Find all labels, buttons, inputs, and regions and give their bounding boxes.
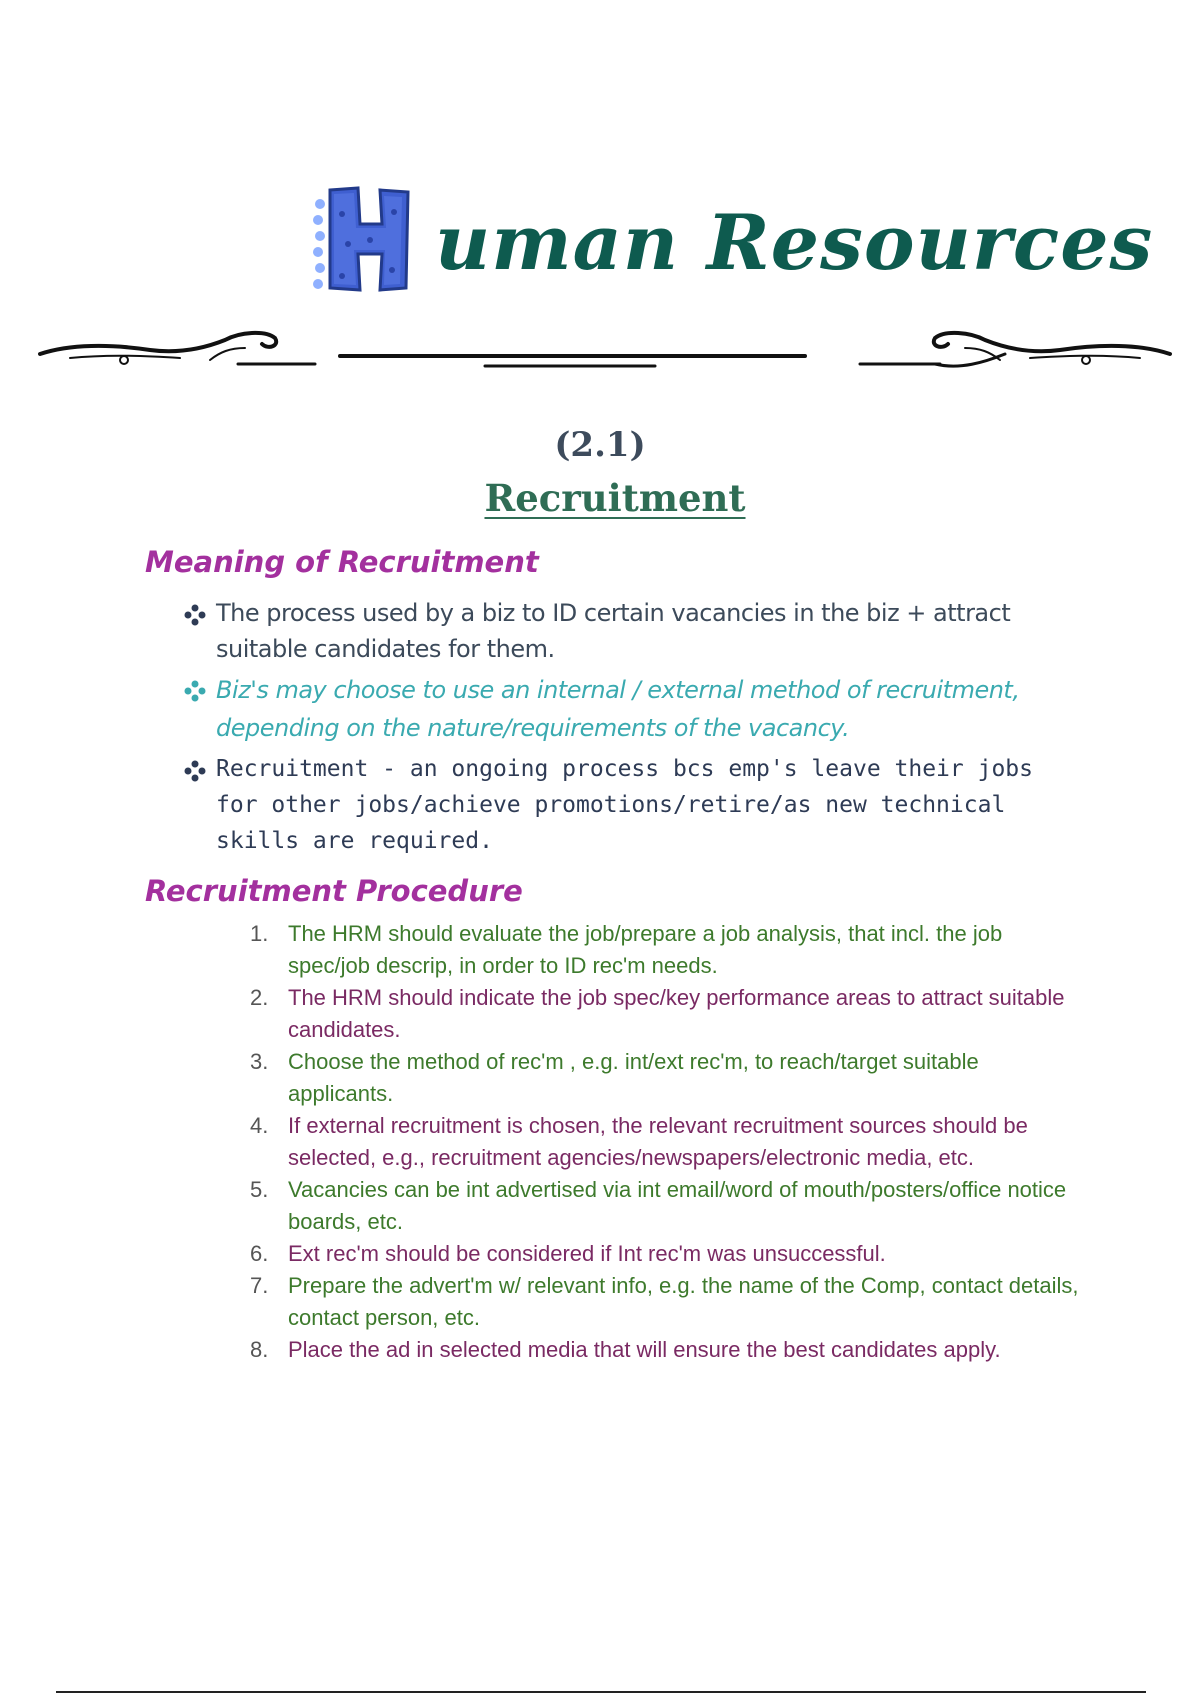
step-text: Vacancies can be int advertised via int email/word of mouth/posters/office notice boards, etc. — [288, 1177, 1067, 1234]
list-item — [180, 671, 1080, 747]
title-text: uman Resources — [435, 198, 1154, 287]
step-text: Ext rec'm should be considered if Int rec'm was unsuccessful. — [288, 1241, 886, 1266]
step-text: Choose the method of rec'm , e.g. int/ext rec'm, to reach/target suitable applicants. — [288, 1049, 979, 1106]
step-text: The HRM should indicate the job spec/key performance areas to attract suitable candidates. — [288, 985, 1065, 1042]
title-initial: H — [312, 184, 313, 185]
list-item — [250, 1270, 1090, 1334]
step-number: 3. — [250, 1049, 269, 1074]
diamond-bullet-icon — [184, 680, 206, 702]
list-item — [250, 918, 1090, 982]
step-number: 1. — [250, 921, 269, 946]
bullet-text: Biz's may choose to use an internal / external method of recruitment, depending on the nature/requirements of the vacancy. — [216, 676, 1020, 742]
list-item — [250, 982, 1090, 1046]
decorative-divider — [30, 318, 1180, 378]
bullet-text: Recruitment - an ongoing process bcs emp's leave their jobs for other jobs/achieve promotions/retire/as new technical skills are required. — [216, 756, 1033, 854]
list-item — [180, 751, 1080, 859]
decorative-h-initial — [312, 184, 422, 296]
list-item — [250, 1110, 1090, 1174]
meaning-bullet-list — [180, 595, 1080, 863]
list-item — [250, 1046, 1090, 1110]
step-number: 4. — [250, 1113, 269, 1138]
page-title — [300, 170, 1154, 310]
step-text: The HRM should evaluate the job/prepare a job analysis, that incl. the job spec/job descrip, in order to ID rec'm needs. — [288, 921, 1003, 978]
step-number: 7. — [250, 1273, 269, 1298]
heading-procedure: Recruitment Procedure — [145, 874, 523, 908]
heading-meaning: Meaning of Recruitment — [145, 545, 539, 579]
list-item — [180, 595, 1080, 667]
section-number: (2.1) — [554, 425, 646, 465]
diamond-bullet-icon — [184, 604, 206, 626]
section-title: Recruitment — [484, 476, 746, 520]
list-item — [250, 1238, 1090, 1270]
step-text: Prepare the advert'm w/ relevant info, e.g. the name of the Comp, contact details, contact person, etc. — [288, 1273, 1079, 1330]
list-item — [250, 1174, 1090, 1238]
step-number: 2. — [250, 985, 269, 1010]
step-text: Place the ad in selected media that will ensure the best candidates apply. — [288, 1337, 1001, 1362]
step-text: If external recruitment is chosen, the relevant recruitment sources should be selected, e.g., recruitment agencies/newspapers/electronic media, etc. — [288, 1113, 1028, 1170]
step-number: 8. — [250, 1337, 269, 1362]
diamond-bullet-icon — [184, 760, 206, 782]
step-number: 5. — [250, 1177, 269, 1202]
bullet-text: The process used by a biz to ID certain vacancies in the biz + attract suitable candidates for them. — [216, 599, 1011, 663]
bottom-divider — [56, 1691, 1146, 1693]
procedure-step-list — [250, 918, 1090, 1366]
step-number: 6. — [250, 1241, 269, 1266]
list-item — [250, 1334, 1090, 1366]
